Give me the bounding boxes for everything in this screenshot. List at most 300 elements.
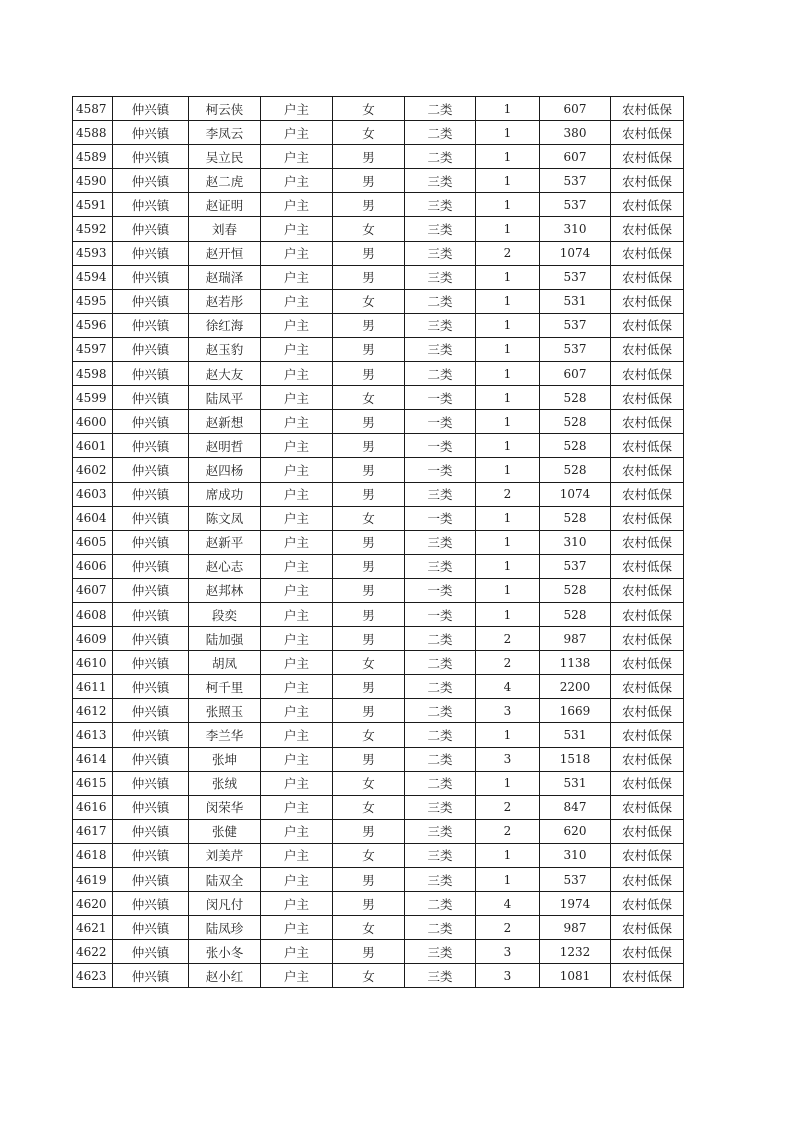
cell-row-number: 4592 bbox=[73, 217, 113, 241]
cell-household-size: 1 bbox=[476, 578, 540, 602]
table-row bbox=[73, 602, 684, 626]
cell-category: 二类 bbox=[405, 289, 476, 313]
table-row bbox=[73, 795, 684, 819]
cell-assistance-type: 农村低保 bbox=[611, 458, 684, 482]
cell-amount: 1138 bbox=[540, 651, 611, 675]
cell-row-number: 4614 bbox=[73, 747, 113, 771]
cell-household-size: 1 bbox=[476, 289, 540, 313]
cell-township: 仲兴镇 bbox=[113, 289, 189, 313]
cell-amount: 607 bbox=[540, 145, 611, 169]
cell-assistance-type: 农村低保 bbox=[611, 506, 684, 530]
cell-gender: 男 bbox=[333, 313, 405, 337]
cell-household-size: 1 bbox=[476, 771, 540, 795]
cell-category: 二类 bbox=[405, 723, 476, 747]
cell-gender: 男 bbox=[333, 699, 405, 723]
cell-township: 仲兴镇 bbox=[113, 916, 189, 940]
cell-amount: 528 bbox=[540, 506, 611, 530]
cell-relation: 户主 bbox=[261, 771, 333, 795]
cell-household-size: 1 bbox=[476, 410, 540, 434]
cell-assistance-type: 农村低保 bbox=[611, 699, 684, 723]
cell-amount: 531 bbox=[540, 723, 611, 747]
cell-amount: 537 bbox=[540, 313, 611, 337]
cell-category: 二类 bbox=[405, 362, 476, 386]
cell-amount: 528 bbox=[540, 410, 611, 434]
cell-township: 仲兴镇 bbox=[113, 362, 189, 386]
table-row bbox=[73, 964, 684, 988]
cell-category: 三类 bbox=[405, 554, 476, 578]
cell-row-number: 4622 bbox=[73, 940, 113, 964]
cell-amount: 847 bbox=[540, 795, 611, 819]
cell-amount: 537 bbox=[540, 337, 611, 361]
cell-township: 仲兴镇 bbox=[113, 313, 189, 337]
table-row bbox=[73, 241, 684, 265]
table-row bbox=[73, 892, 684, 916]
cell-relation: 户主 bbox=[261, 458, 333, 482]
cell-gender: 女 bbox=[333, 964, 405, 988]
cell-assistance-type: 农村低保 bbox=[611, 868, 684, 892]
cell-household-size: 1 bbox=[476, 458, 540, 482]
cell-township: 仲兴镇 bbox=[113, 964, 189, 988]
cell-household-size: 2 bbox=[476, 627, 540, 651]
cell-township: 仲兴镇 bbox=[113, 217, 189, 241]
cell-name: 赵大友 bbox=[189, 362, 261, 386]
cell-assistance-type: 农村低保 bbox=[611, 145, 684, 169]
cell-township: 仲兴镇 bbox=[113, 265, 189, 289]
cell-township: 仲兴镇 bbox=[113, 241, 189, 265]
cell-amount: 537 bbox=[540, 193, 611, 217]
cell-name: 李凤云 bbox=[189, 121, 261, 145]
cell-township: 仲兴镇 bbox=[113, 578, 189, 602]
cell-household-size: 1 bbox=[476, 193, 540, 217]
cell-gender: 女 bbox=[333, 97, 405, 121]
cell-row-number: 4623 bbox=[73, 964, 113, 988]
table-row bbox=[73, 578, 684, 602]
cell-name: 闵荣华 bbox=[189, 795, 261, 819]
cell-assistance-type: 农村低保 bbox=[611, 337, 684, 361]
cell-township: 仲兴镇 bbox=[113, 868, 189, 892]
cell-category: 二类 bbox=[405, 771, 476, 795]
cell-gender: 男 bbox=[333, 362, 405, 386]
cell-gender: 男 bbox=[333, 940, 405, 964]
cell-household-size: 1 bbox=[476, 121, 540, 145]
table-row bbox=[73, 410, 684, 434]
cell-amount: 987 bbox=[540, 916, 611, 940]
cell-row-number: 4595 bbox=[73, 289, 113, 313]
cell-household-size: 2 bbox=[476, 916, 540, 940]
cell-row-number: 4605 bbox=[73, 530, 113, 554]
cell-gender: 女 bbox=[333, 289, 405, 313]
cell-row-number: 4616 bbox=[73, 795, 113, 819]
cell-assistance-type: 农村低保 bbox=[611, 916, 684, 940]
cell-relation: 户主 bbox=[261, 410, 333, 434]
cell-amount: 537 bbox=[540, 265, 611, 289]
cell-category: 三类 bbox=[405, 169, 476, 193]
cell-assistance-type: 农村低保 bbox=[611, 819, 684, 843]
cell-household-size: 4 bbox=[476, 892, 540, 916]
cell-row-number: 4596 bbox=[73, 313, 113, 337]
cell-assistance-type: 农村低保 bbox=[611, 964, 684, 988]
cell-category: 三类 bbox=[405, 217, 476, 241]
table-row bbox=[73, 940, 684, 964]
cell-gender: 男 bbox=[333, 145, 405, 169]
cell-township: 仲兴镇 bbox=[113, 193, 189, 217]
cell-row-number: 4591 bbox=[73, 193, 113, 217]
cell-row-number: 4590 bbox=[73, 169, 113, 193]
cell-assistance-type: 农村低保 bbox=[611, 675, 684, 699]
cell-amount: 528 bbox=[540, 434, 611, 458]
table-row bbox=[73, 145, 684, 169]
cell-category: 一类 bbox=[405, 410, 476, 434]
cell-row-number: 4609 bbox=[73, 627, 113, 651]
cell-assistance-type: 农村低保 bbox=[611, 843, 684, 867]
cell-assistance-type: 农村低保 bbox=[611, 265, 684, 289]
cell-relation: 户主 bbox=[261, 193, 333, 217]
cell-category: 一类 bbox=[405, 506, 476, 530]
cell-name: 刘春 bbox=[189, 217, 261, 241]
cell-category: 三类 bbox=[405, 530, 476, 554]
cell-relation: 户主 bbox=[261, 843, 333, 867]
cell-name: 张健 bbox=[189, 819, 261, 843]
cell-township: 仲兴镇 bbox=[113, 554, 189, 578]
cell-amount: 1081 bbox=[540, 964, 611, 988]
cell-gender: 男 bbox=[333, 602, 405, 626]
cell-relation: 户主 bbox=[261, 265, 333, 289]
cell-township: 仲兴镇 bbox=[113, 121, 189, 145]
cell-row-number: 4598 bbox=[73, 362, 113, 386]
cell-relation: 户主 bbox=[261, 386, 333, 410]
cell-township: 仲兴镇 bbox=[113, 386, 189, 410]
cell-gender: 男 bbox=[333, 530, 405, 554]
cell-relation: 户主 bbox=[261, 578, 333, 602]
cell-amount: 531 bbox=[540, 289, 611, 313]
cell-category: 一类 bbox=[405, 386, 476, 410]
cell-row-number: 4611 bbox=[73, 675, 113, 699]
cell-relation: 户主 bbox=[261, 506, 333, 530]
cell-household-size: 1 bbox=[476, 386, 540, 410]
cell-assistance-type: 农村低保 bbox=[611, 434, 684, 458]
cell-relation: 户主 bbox=[261, 651, 333, 675]
cell-township: 仲兴镇 bbox=[113, 747, 189, 771]
cell-township: 仲兴镇 bbox=[113, 482, 189, 506]
table-row bbox=[73, 169, 684, 193]
cell-name: 陈文凤 bbox=[189, 506, 261, 530]
cell-gender: 女 bbox=[333, 843, 405, 867]
cell-township: 仲兴镇 bbox=[113, 506, 189, 530]
cell-assistance-type: 农村低保 bbox=[611, 121, 684, 145]
cell-assistance-type: 农村低保 bbox=[611, 217, 684, 241]
cell-township: 仲兴镇 bbox=[113, 771, 189, 795]
cell-relation: 户主 bbox=[261, 916, 333, 940]
cell-township: 仲兴镇 bbox=[113, 602, 189, 626]
cell-relation: 户主 bbox=[261, 362, 333, 386]
cell-gender: 男 bbox=[333, 868, 405, 892]
cell-relation: 户主 bbox=[261, 747, 333, 771]
cell-name: 刘美芹 bbox=[189, 843, 261, 867]
cell-name: 段奕 bbox=[189, 602, 261, 626]
cell-amount: 1669 bbox=[540, 699, 611, 723]
cell-amount: 607 bbox=[540, 97, 611, 121]
table-row bbox=[73, 337, 684, 361]
cell-relation: 户主 bbox=[261, 940, 333, 964]
cell-relation: 户主 bbox=[261, 97, 333, 121]
cell-township: 仲兴镇 bbox=[113, 843, 189, 867]
cell-category: 三类 bbox=[405, 241, 476, 265]
cell-amount: 537 bbox=[540, 554, 611, 578]
cell-row-number: 4600 bbox=[73, 410, 113, 434]
cell-gender: 女 bbox=[333, 916, 405, 940]
cell-category: 一类 bbox=[405, 578, 476, 602]
cell-assistance-type: 农村低保 bbox=[611, 193, 684, 217]
cell-township: 仲兴镇 bbox=[113, 145, 189, 169]
cell-relation: 户主 bbox=[261, 964, 333, 988]
cell-name: 张照玉 bbox=[189, 699, 261, 723]
cell-assistance-type: 农村低保 bbox=[611, 362, 684, 386]
cell-category: 二类 bbox=[405, 916, 476, 940]
cell-row-number: 4618 bbox=[73, 843, 113, 867]
table-row bbox=[73, 217, 684, 241]
table-row bbox=[73, 554, 684, 578]
cell-name: 陆双全 bbox=[189, 868, 261, 892]
cell-household-size: 1 bbox=[476, 530, 540, 554]
cell-category: 二类 bbox=[405, 699, 476, 723]
cell-household-size: 1 bbox=[476, 602, 540, 626]
cell-assistance-type: 农村低保 bbox=[611, 169, 684, 193]
cell-row-number: 4621 bbox=[73, 916, 113, 940]
cell-amount: 528 bbox=[540, 602, 611, 626]
cell-amount: 310 bbox=[540, 530, 611, 554]
table-row bbox=[73, 530, 684, 554]
cell-amount: 1074 bbox=[540, 241, 611, 265]
cell-township: 仲兴镇 bbox=[113, 819, 189, 843]
cell-row-number: 4620 bbox=[73, 892, 113, 916]
cell-relation: 户主 bbox=[261, 434, 333, 458]
cell-amount: 1518 bbox=[540, 747, 611, 771]
cell-gender: 男 bbox=[333, 410, 405, 434]
table-row bbox=[73, 289, 684, 313]
table-row bbox=[73, 121, 684, 145]
cell-gender: 男 bbox=[333, 241, 405, 265]
cell-household-size: 1 bbox=[476, 169, 540, 193]
cell-category: 二类 bbox=[405, 892, 476, 916]
cell-row-number: 4589 bbox=[73, 145, 113, 169]
cell-name: 赵玉豹 bbox=[189, 337, 261, 361]
cell-household-size: 1 bbox=[476, 97, 540, 121]
table-row bbox=[73, 723, 684, 747]
cell-township: 仲兴镇 bbox=[113, 940, 189, 964]
cell-name: 席成功 bbox=[189, 482, 261, 506]
cell-assistance-type: 农村低保 bbox=[611, 97, 684, 121]
cell-row-number: 4601 bbox=[73, 434, 113, 458]
cell-amount: 531 bbox=[540, 771, 611, 795]
cell-relation: 户主 bbox=[261, 554, 333, 578]
cell-amount: 528 bbox=[540, 578, 611, 602]
cell-row-number: 4607 bbox=[73, 578, 113, 602]
cell-name: 赵若彤 bbox=[189, 289, 261, 313]
cell-row-number: 4610 bbox=[73, 651, 113, 675]
cell-category: 二类 bbox=[405, 97, 476, 121]
cell-gender: 女 bbox=[333, 386, 405, 410]
cell-name: 张坤 bbox=[189, 747, 261, 771]
cell-name: 赵证明 bbox=[189, 193, 261, 217]
cell-row-number: 4588 bbox=[73, 121, 113, 145]
cell-row-number: 4604 bbox=[73, 506, 113, 530]
cell-category: 二类 bbox=[405, 145, 476, 169]
cell-name: 闵凡付 bbox=[189, 892, 261, 916]
cell-assistance-type: 农村低保 bbox=[611, 386, 684, 410]
cell-category: 三类 bbox=[405, 193, 476, 217]
cell-assistance-type: 农村低保 bbox=[611, 313, 684, 337]
cell-category: 三类 bbox=[405, 795, 476, 819]
table-row bbox=[73, 193, 684, 217]
cell-relation: 户主 bbox=[261, 145, 333, 169]
cell-assistance-type: 农村低保 bbox=[611, 892, 684, 916]
cell-amount: 1232 bbox=[540, 940, 611, 964]
cell-township: 仲兴镇 bbox=[113, 169, 189, 193]
cell-name: 赵心志 bbox=[189, 554, 261, 578]
cell-household-size: 2 bbox=[476, 241, 540, 265]
cell-name: 李兰华 bbox=[189, 723, 261, 747]
cell-household-size: 1 bbox=[476, 265, 540, 289]
cell-name: 赵四杨 bbox=[189, 458, 261, 482]
cell-gender: 女 bbox=[333, 795, 405, 819]
cell-assistance-type: 农村低保 bbox=[611, 771, 684, 795]
cell-relation: 户主 bbox=[261, 313, 333, 337]
cell-household-size: 1 bbox=[476, 554, 540, 578]
cell-category: 三类 bbox=[405, 482, 476, 506]
cell-category: 二类 bbox=[405, 675, 476, 699]
table-row bbox=[73, 771, 684, 795]
table-row bbox=[73, 627, 684, 651]
cell-name: 胡凤 bbox=[189, 651, 261, 675]
cell-category: 一类 bbox=[405, 602, 476, 626]
cell-amount: 607 bbox=[540, 362, 611, 386]
cell-assistance-type: 农村低保 bbox=[611, 747, 684, 771]
table-row bbox=[73, 97, 684, 121]
cell-assistance-type: 农村低保 bbox=[611, 241, 684, 265]
cell-household-size: 1 bbox=[476, 434, 540, 458]
table-row bbox=[73, 265, 684, 289]
cell-gender: 女 bbox=[333, 506, 405, 530]
cell-relation: 户主 bbox=[261, 699, 333, 723]
cell-assistance-type: 农村低保 bbox=[611, 554, 684, 578]
cell-assistance-type: 农村低保 bbox=[611, 482, 684, 506]
table-row bbox=[73, 482, 684, 506]
cell-household-size: 1 bbox=[476, 868, 540, 892]
cell-gender: 男 bbox=[333, 193, 405, 217]
cell-township: 仲兴镇 bbox=[113, 410, 189, 434]
cell-household-size: 3 bbox=[476, 699, 540, 723]
cell-township: 仲兴镇 bbox=[113, 97, 189, 121]
cell-name: 柯云侠 bbox=[189, 97, 261, 121]
cell-household-size: 1 bbox=[476, 217, 540, 241]
cell-row-number: 4619 bbox=[73, 868, 113, 892]
cell-relation: 户主 bbox=[261, 675, 333, 699]
cell-name: 陆加强 bbox=[189, 627, 261, 651]
cell-gender: 男 bbox=[333, 554, 405, 578]
cell-gender: 男 bbox=[333, 337, 405, 361]
cell-category: 二类 bbox=[405, 121, 476, 145]
cell-row-number: 4599 bbox=[73, 386, 113, 410]
cell-township: 仲兴镇 bbox=[113, 458, 189, 482]
table-row bbox=[73, 434, 684, 458]
cell-household-size: 3 bbox=[476, 747, 540, 771]
cell-gender: 男 bbox=[333, 482, 405, 506]
cell-relation: 户主 bbox=[261, 289, 333, 313]
table-row bbox=[73, 651, 684, 675]
cell-relation: 户主 bbox=[261, 121, 333, 145]
cell-household-size: 2 bbox=[476, 819, 540, 843]
cell-category: 三类 bbox=[405, 843, 476, 867]
cell-category: 三类 bbox=[405, 940, 476, 964]
cell-gender: 男 bbox=[333, 892, 405, 916]
cell-name: 赵邦林 bbox=[189, 578, 261, 602]
cell-relation: 户主 bbox=[261, 723, 333, 747]
cell-relation: 户主 bbox=[261, 892, 333, 916]
cell-gender: 男 bbox=[333, 747, 405, 771]
cell-household-size: 2 bbox=[476, 482, 540, 506]
cell-household-size: 2 bbox=[476, 651, 540, 675]
cell-assistance-type: 农村低保 bbox=[611, 289, 684, 313]
cell-row-number: 4613 bbox=[73, 723, 113, 747]
cell-household-size: 3 bbox=[476, 940, 540, 964]
cell-row-number: 4594 bbox=[73, 265, 113, 289]
cell-amount: 537 bbox=[540, 868, 611, 892]
cell-gender: 男 bbox=[333, 265, 405, 289]
cell-gender: 男 bbox=[333, 627, 405, 651]
cell-name: 赵开恒 bbox=[189, 241, 261, 265]
table-row bbox=[73, 819, 684, 843]
cell-name: 吴立民 bbox=[189, 145, 261, 169]
cell-amount: 2200 bbox=[540, 675, 611, 699]
table-row bbox=[73, 506, 684, 530]
cell-amount: 310 bbox=[540, 843, 611, 867]
cell-name: 赵明哲 bbox=[189, 434, 261, 458]
cell-relation: 户主 bbox=[261, 819, 333, 843]
beneficiary-table bbox=[72, 96, 684, 988]
cell-assistance-type: 农村低保 bbox=[611, 795, 684, 819]
cell-township: 仲兴镇 bbox=[113, 434, 189, 458]
cell-assistance-type: 农村低保 bbox=[611, 940, 684, 964]
cell-relation: 户主 bbox=[261, 217, 333, 241]
cell-name: 张小冬 bbox=[189, 940, 261, 964]
cell-assistance-type: 农村低保 bbox=[611, 651, 684, 675]
cell-name: 赵新平 bbox=[189, 530, 261, 554]
cell-household-size: 1 bbox=[476, 313, 540, 337]
cell-gender: 男 bbox=[333, 434, 405, 458]
cell-amount: 528 bbox=[540, 458, 611, 482]
cell-row-number: 4593 bbox=[73, 241, 113, 265]
table-row bbox=[73, 916, 684, 940]
cell-amount: 1974 bbox=[540, 892, 611, 916]
cell-name: 陆凤珍 bbox=[189, 916, 261, 940]
cell-household-size: 1 bbox=[476, 843, 540, 867]
cell-household-size: 1 bbox=[476, 723, 540, 747]
cell-township: 仲兴镇 bbox=[113, 651, 189, 675]
cell-gender: 女 bbox=[333, 651, 405, 675]
cell-relation: 户主 bbox=[261, 169, 333, 193]
cell-gender: 男 bbox=[333, 578, 405, 602]
cell-category: 三类 bbox=[405, 964, 476, 988]
cell-row-number: 4617 bbox=[73, 819, 113, 843]
cell-name: 赵瑞泽 bbox=[189, 265, 261, 289]
cell-township: 仲兴镇 bbox=[113, 530, 189, 554]
cell-name: 徐红海 bbox=[189, 313, 261, 337]
cell-category: 一类 bbox=[405, 434, 476, 458]
cell-assistance-type: 农村低保 bbox=[611, 578, 684, 602]
cell-relation: 户主 bbox=[261, 530, 333, 554]
cell-name: 张绒 bbox=[189, 771, 261, 795]
cell-gender: 女 bbox=[333, 121, 405, 145]
